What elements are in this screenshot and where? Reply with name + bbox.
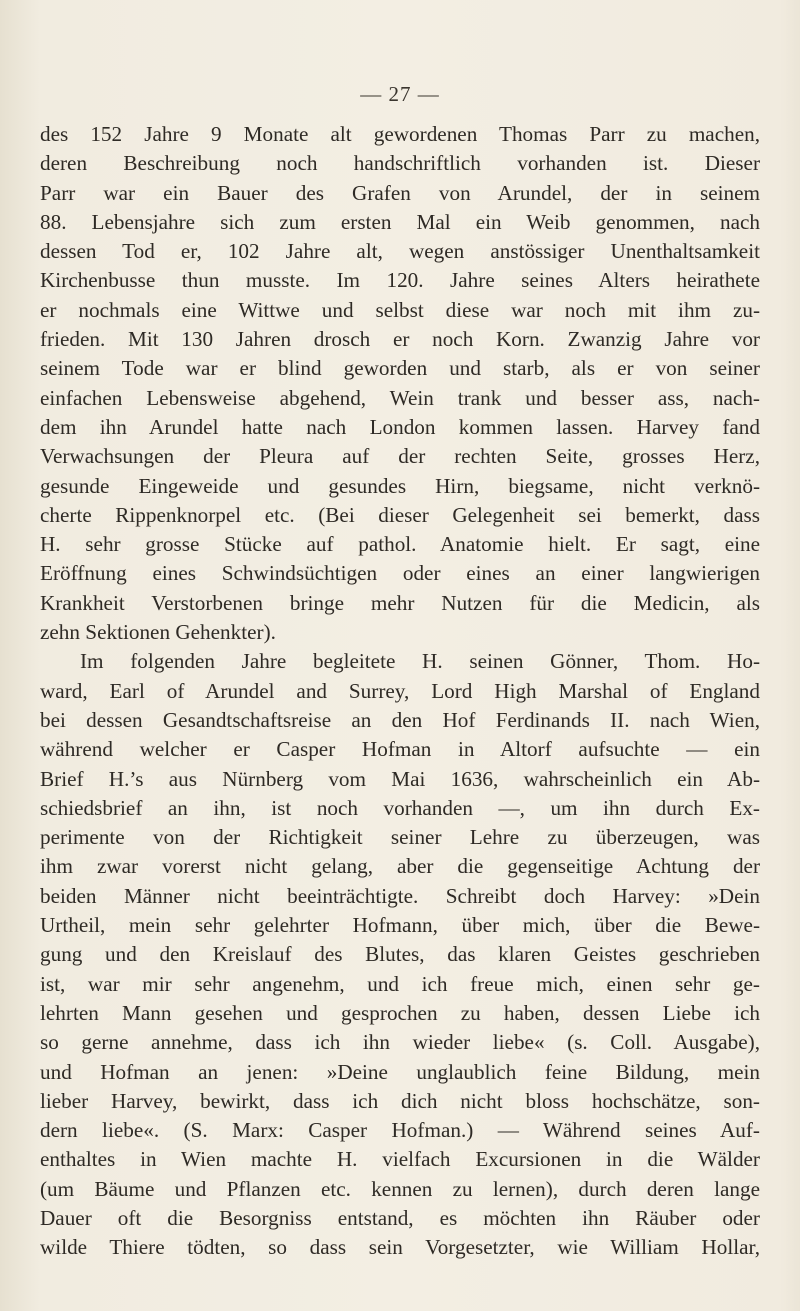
text-line: dem ihn Arundel hatte nach London kommen lassen. Harvey fand bbox=[40, 414, 760, 439]
text-line: bei dessen Gesandtschaftsreise an den Hof Ferdinands II. nach Wien, bbox=[40, 707, 760, 732]
text-line: H. sehr grosse Stücke auf pathol. Anatomie hielt. Er sagt, eine bbox=[40, 532, 760, 557]
text-line: ihm zwar vorerst nicht gelang, aber die gegenseitige Achtung der bbox=[40, 854, 760, 879]
text-line: Brief H.’s aus Nürnberg vom Mai 1636, wahrscheinlich ein Ab- bbox=[40, 766, 760, 791]
text-line: so gerne annehme, dass ich ihn wieder liebe« (s. Coll. Ausgabe), bbox=[40, 1030, 760, 1055]
text-line: (um Bäume und Pflanzen etc. kennen zu lernen), durch deren lange bbox=[40, 1176, 760, 1201]
text-line: gung und den Kreislauf des Blutes, das klaren Geistes geschrieben bbox=[40, 942, 760, 967]
page-number: — 27 — bbox=[360, 82, 440, 106]
text-line: während welcher er Casper Hofman in Altorf aufsuchte — ein bbox=[40, 737, 760, 762]
text-line: seinem Tode war er blind geworden und starb, als er von seiner bbox=[40, 356, 760, 381]
text-line: und Hofman an jenen: »Deine unglaublich feine Bildung, mein bbox=[40, 1059, 760, 1084]
text-line: Kirchenbusse thun musste. Im 120. Jahre seines Alters heirathete bbox=[40, 268, 760, 293]
text-line: einfachen Lebensweise abgehend, Wein trank und besser ass, nach- bbox=[40, 385, 760, 410]
text-line: zehn Sektionen Gehenkter). bbox=[40, 620, 276, 645]
text-line: Verwachsungen der Pleura auf der rechten Seite, grosses Herz, bbox=[40, 444, 760, 469]
text-line: beiden Männer nicht beeinträchtigte. Schreibt doch Harvey: »Dein bbox=[40, 883, 760, 908]
text-line: er nochmals eine Wittwe und selbst diese war noch mit ihm zu- bbox=[40, 297, 760, 322]
text-line: perimente von der Richtigkeit seiner Lehre zu überzeugen, was bbox=[40, 825, 760, 850]
body-text bbox=[40, 120, 760, 1263]
text-line: Im folgenden Jahre begleitete H. seinen Gönner, Thom. Ho- bbox=[80, 649, 760, 674]
text-line: cherte Rippenknorpel etc. (Bei dieser Gelegenheit sei bemerkt, dass bbox=[40, 502, 760, 527]
text-line: dessen Tod er, 102 Jahre alt, wegen anstössiger Unenthaltsamkeit bbox=[40, 239, 760, 264]
text-line: 88. Lebensjahre sich zum ersten Mal ein Weib genommen, nach bbox=[40, 209, 760, 234]
text-line: dern liebe«. (S. Marx: Casper Hofman.) — Während seines Auf- bbox=[40, 1118, 760, 1143]
text-line: ist, war mir sehr angenehm, und ich freue mich, einen sehr ge- bbox=[40, 971, 760, 996]
text-line: des 152 Jahre 9 Monate alt gewordenen Thomas Parr zu machen, bbox=[40, 122, 760, 146]
text-line: lehrten Mann gesehen und gesprochen zu haben, dessen Liebe ich bbox=[40, 1000, 760, 1025]
text-line: deren Beschreibung noch handschriftlich vorhanden ist. Dieser bbox=[40, 151, 760, 176]
text-line: wilde Thiere tödten, so dass sein Vorgesetzter, wie William Hollar, bbox=[40, 1235, 760, 1260]
text-line: ward, Earl of Arundel and Surrey, Lord High Marshal of England bbox=[40, 678, 760, 703]
text-line: Parr war ein Bauer des Grafen von Arundel, der in seinem bbox=[40, 180, 760, 205]
text-line: Krankheit Verstorbenen bringe mehr Nutzen für die Medicin, als bbox=[40, 590, 760, 615]
text-line: lieber Harvey, bewirkt, dass ich dich nicht bloss hochschätze, son- bbox=[40, 1088, 760, 1113]
text-line: frieden. Mit 130 Jahren drosch er noch Korn. Zwanzig Jahre vor bbox=[40, 327, 760, 352]
text-line: Eröffnung eines Schwindsüchtigen oder eines an einer langwierigen bbox=[40, 561, 760, 586]
text-line: gesunde Eingeweide und gesundes Hirn, biegsame, nicht verknö- bbox=[40, 473, 760, 498]
text-line: enthaltes in Wien machte H. vielfach Excursionen in die Wälder bbox=[40, 1147, 760, 1172]
text-line: schiedsbrief an ihn, ist noch vorhanden —, um ihn durch Ex- bbox=[40, 795, 760, 820]
text-line: Dauer oft die Besorgniss entstand, es möchten ihn Räuber oder bbox=[40, 1205, 760, 1230]
text-line: Urtheil, mein sehr gelehrter Hofmann, über mich, über die Bewe- bbox=[40, 913, 760, 938]
